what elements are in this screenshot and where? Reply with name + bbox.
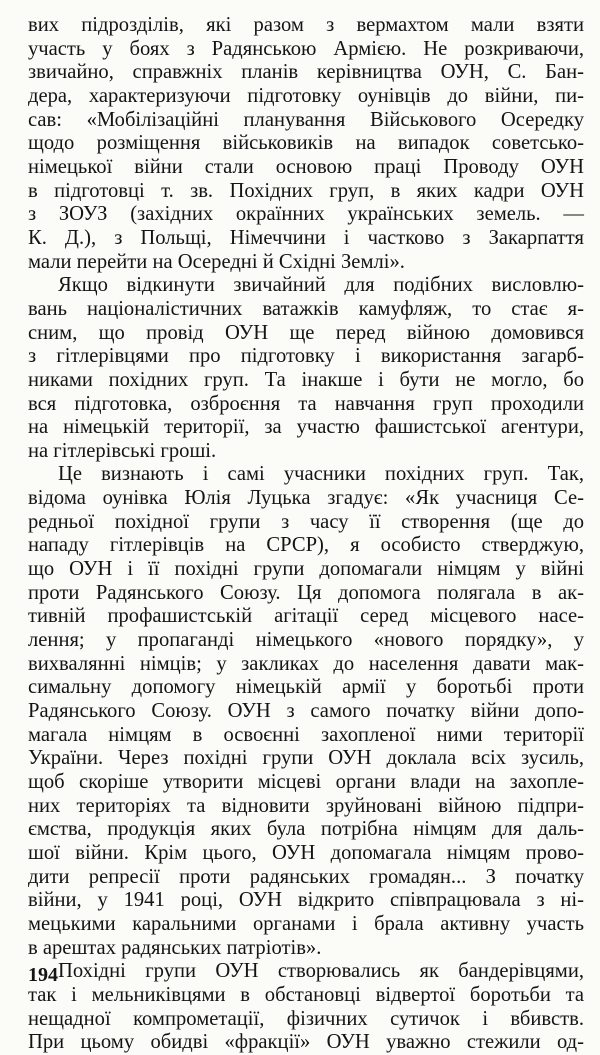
text-line: з ЗОУЗ (західних окраїнних українських земель. — <box>28 203 584 226</box>
text-line: мецькими каральними органами і брала активну участь <box>28 912 584 935</box>
text-line: що ОУН і її похідні групи допомагали німцям у війні <box>28 558 584 581</box>
text-line: щодо розміщення військовиків на випадок советсько- <box>28 132 584 155</box>
text-line: никами похідних груп. Та інакше і бути не могло, бо <box>28 368 584 391</box>
text-line: К. Д.), з Польщі, Німеччини і частково з Закарпаття <box>28 226 584 249</box>
text-line: дера, характеризуючи підготовку оунівців до війни, пи- <box>28 84 584 107</box>
text-line: Похідні групи ОУН створювались як бандерівцями, <box>58 960 584 983</box>
text-line: звичайно, справжніх планів керівництва ОУН, С. Бан- <box>28 61 584 84</box>
text-line: мали перейти на Осередні й Східні Землі». <box>28 250 405 273</box>
text-line: з гітлерівцями про підготовку і використання загарб- <box>28 345 584 368</box>
text-line: магала німцям в освоєнні захопленої ними території <box>28 723 584 746</box>
text-line: редньої похідної групи з часу її створення (ще до <box>28 510 584 533</box>
text-line: участь у боях з Радянською Армією. Не розкриваючи, <box>28 37 584 60</box>
text-line: ємства, продукція яких була потрібна німцям для даль- <box>28 818 584 841</box>
text-line: німецької війни стали основою праці Проводу ОУН <box>28 155 584 178</box>
text-line: Радянського Союзу. ОУН з самого початку війни допо- <box>28 700 584 723</box>
text-line: щоб скоріше утворити місцеві органи влади на захопле- <box>28 771 584 793</box>
text-line: Якщо відкинути звичайний для подібних висловлю- <box>58 274 584 297</box>
text-line: вих підрозділів, які разом з вермахтом мали взяти <box>28 14 584 36</box>
paragraph <box>28 14 584 274</box>
text-line: нещадної компрометації, фізичних сутичок і вбивств. <box>28 1007 584 1030</box>
text-line: лення; у пропаганді німецького «нового порядку», у <box>28 629 584 652</box>
text-line: вся підготовка, озброєння та навчання груп проходили <box>28 392 584 415</box>
text-line: симальну допомогу німецькій армії у боротьбі проти <box>28 676 584 699</box>
text-line: сним, що провід ОУН ще перед війною домовився <box>28 321 584 344</box>
text-line: дити репресії проти радянських громадян... З початку <box>28 865 584 888</box>
paragraph <box>28 274 584 463</box>
text-line: в підготовці т. зв. Похідних груп, в яких кадри ОУН <box>28 179 584 202</box>
text-line: війни, у 1941 році, ОУН відкрито співпрацювала з ні- <box>28 889 584 912</box>
text-line: вань націоналістичних ватажків камуфляж, то стає я- <box>28 297 584 320</box>
text-line: сав: «Мобілізаційні планування Військового Осередку <box>28 108 584 131</box>
paragraph <box>28 463 584 960</box>
text-line: проти Радянського Союзу. Ця допомога полягала в ак- <box>28 581 584 604</box>
text-line: в арештах радянських патріотів». <box>28 936 322 959</box>
page-number: 194 <box>28 964 58 986</box>
text-line: так і мельниківцями в обстановці відвертої боротьби та <box>28 983 584 1006</box>
text-line: відома оунівка Юлія Луцька згадує: «Як учасниця Се- <box>28 487 584 510</box>
text-line: При цьому обидві «фракції» ОУН уважно стежили од- <box>28 1031 584 1054</box>
text-line: вихвалянні німців; у закликах до населення давати мак- <box>28 652 584 675</box>
text-line: них територіях та відновити зруйновані війною підпри- <box>28 794 584 817</box>
text-line: на гітлерівські гроші. <box>28 439 217 462</box>
text-line: України. Через похідні групи ОУН доклала всіх зусиль, <box>28 747 584 770</box>
text-line: на німецькій території, за участю фашистської агентури, <box>28 416 584 439</box>
text-line: нападу гітлерівців на СРСР), я особисто стверджую, <box>28 534 584 557</box>
text-line: шої війни. Крім цього, ОУН допомагала німцям прово- <box>28 841 584 864</box>
text-line: тивній профашистській агітації серед місцевого насе- <box>28 605 584 628</box>
text-line: Це визнають і самі учасники похідних груп. Так, <box>58 463 584 486</box>
paragraph <box>28 960 584 1055</box>
page-body-text <box>28 14 584 1055</box>
